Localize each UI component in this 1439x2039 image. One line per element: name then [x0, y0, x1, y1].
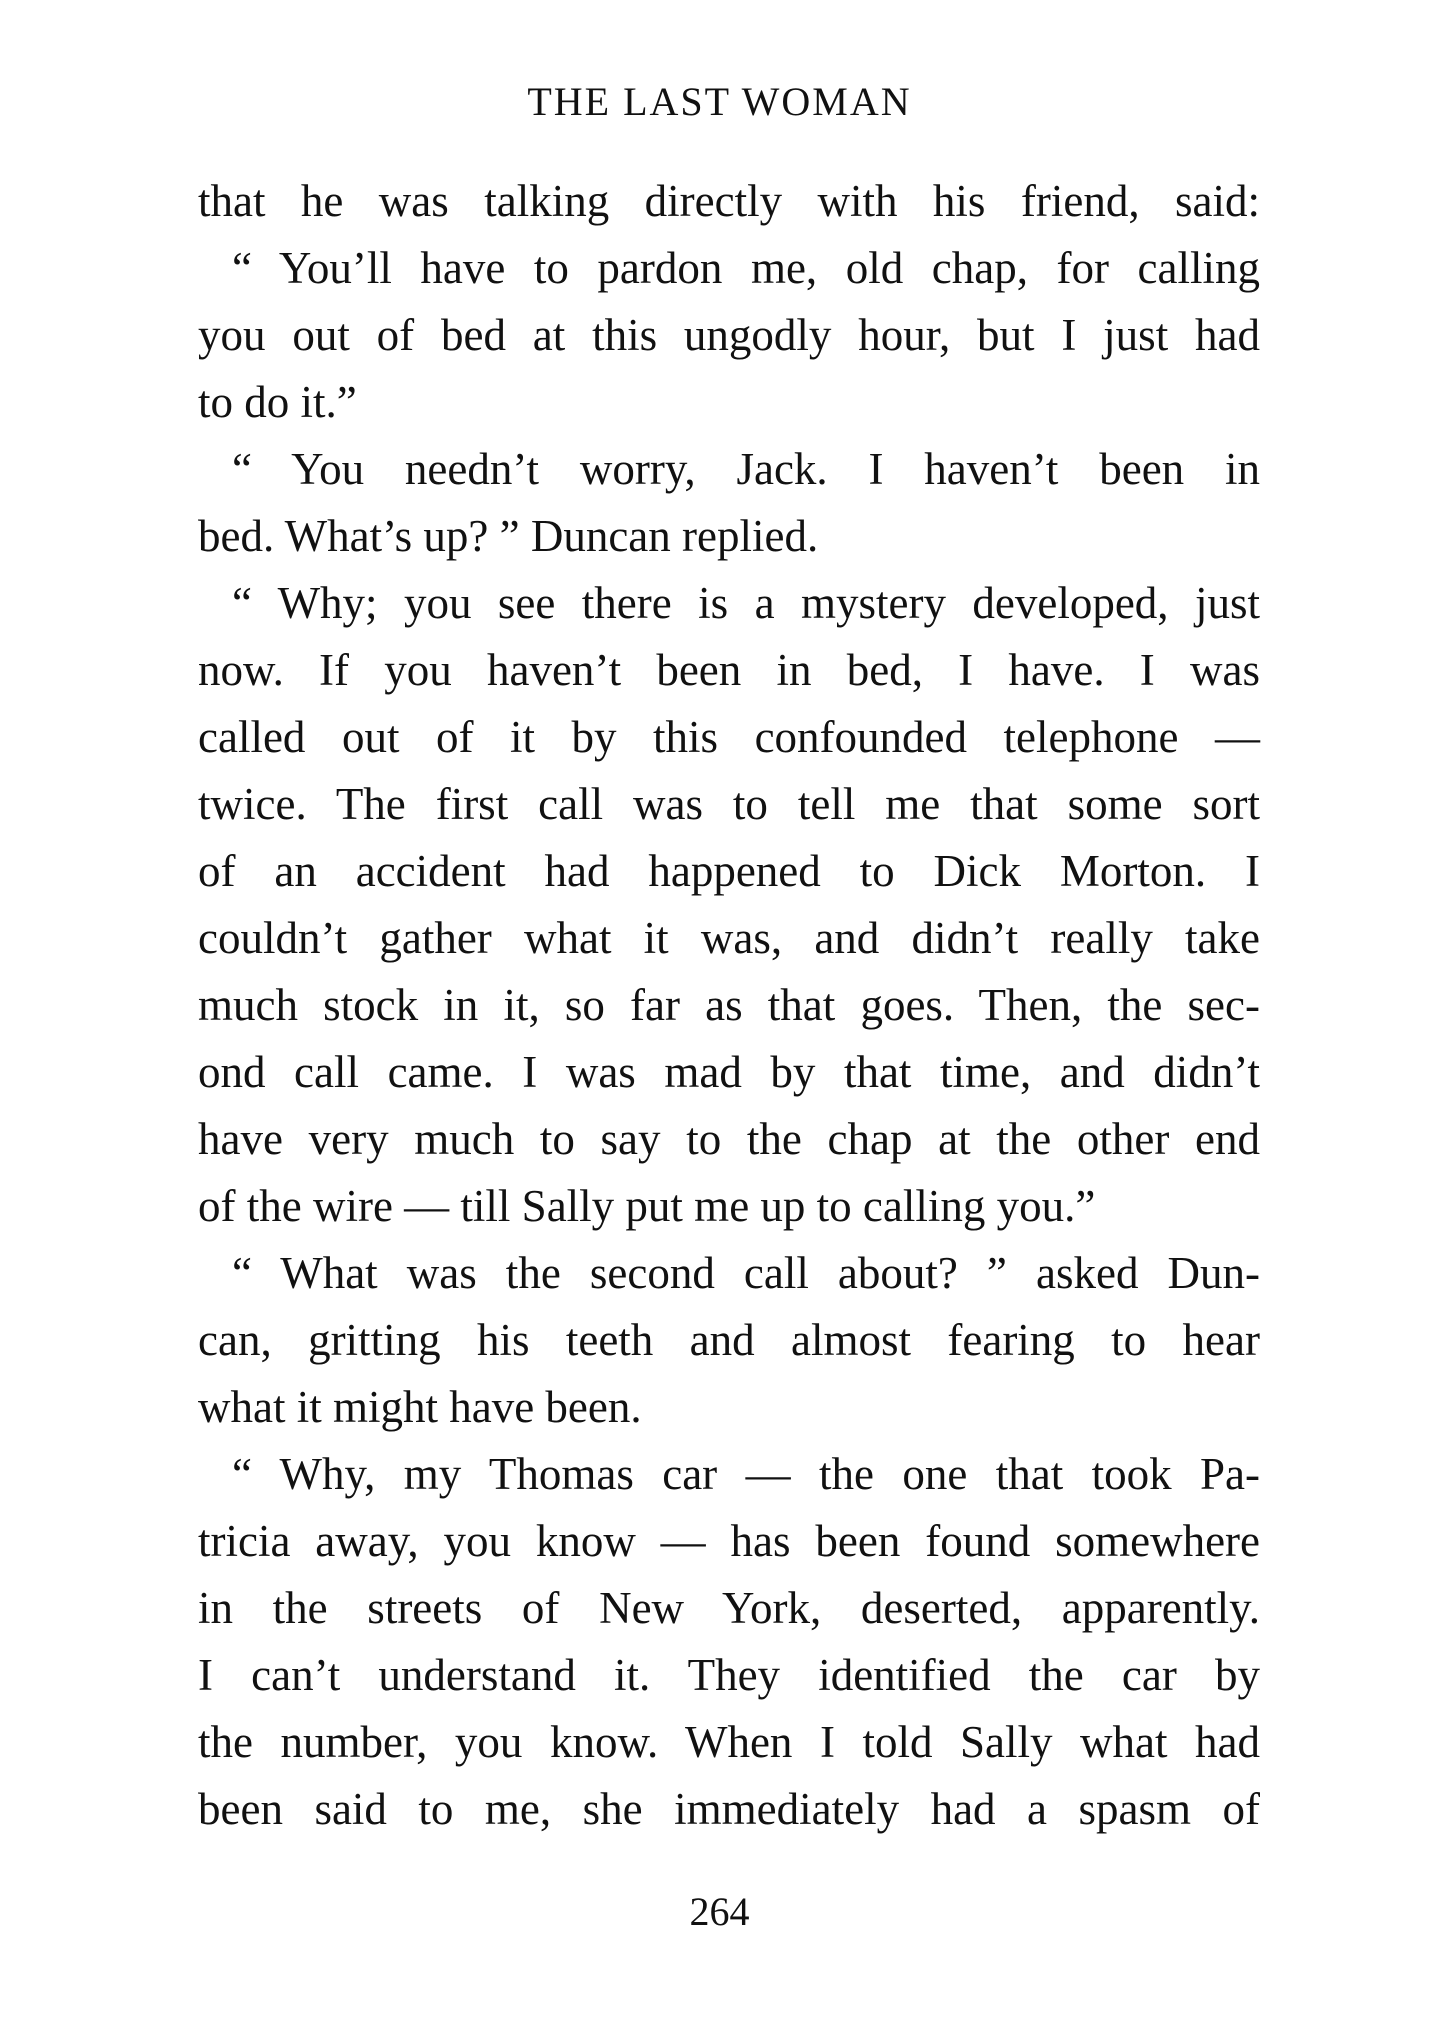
text-line: now. If you haven’t been in bed, I have. I was: [198, 645, 1260, 695]
text-line: I can’t understand it. They identified the car by: [198, 1650, 1260, 1700]
text-line: couldn’t gather what it was, and didn’t really take: [198, 913, 1260, 963]
text-line: you out of bed at this ungodly hour, but I just had: [198, 310, 1260, 360]
text-line: have very much to say to the chap at the other end: [198, 1114, 1260, 1164]
text-line: the number, you know. When I told Sally what had: [198, 1717, 1260, 1767]
text-line: twice. The first call was to tell me that some sort: [198, 779, 1260, 829]
text-line: “ Why, my Thomas car — the one that took Pa-: [232, 1449, 1260, 1499]
text-line: called out of it by this confounded telephone —: [198, 712, 1260, 762]
text-line: what it might have been.: [198, 1382, 642, 1432]
text-line: that he was talking directly with his friend, said:: [198, 176, 1260, 226]
text-line: been said to me, she immediately had a spasm of: [198, 1784, 1260, 1834]
page-number: 264: [689, 1889, 750, 1934]
text-line: ond call came. I was mad by that time, and didn’t: [198, 1047, 1260, 1097]
text-line: “ You’ll have to pardon me, old chap, for calling: [232, 243, 1260, 293]
text-line: bed. What’s up? ” Duncan replied.: [198, 511, 819, 561]
text-line: “ You needn’t worry, Jack. I haven’t been in: [232, 444, 1260, 494]
text-line: of the wire — till Sally put me up to calling you.”: [198, 1181, 1096, 1231]
text-line: to do it.”: [198, 377, 357, 427]
text-line: in the streets of New York, deserted, apparently.: [198, 1583, 1260, 1633]
text-line: “ Why; you see there is a mystery developed, just: [232, 578, 1260, 628]
text-line: much stock in it, so far as that goes. Then, the sec-: [198, 980, 1260, 1030]
text-line: tricia away, you know — has been found somewhere: [198, 1516, 1260, 1566]
text-line: can, gritting his teeth and almost fearing to hear: [198, 1315, 1260, 1365]
text-line: “ What was the second call about? ” asked Dun-: [232, 1248, 1260, 1298]
running-title: THE LAST WOMAN: [527, 79, 912, 124]
text-line: of an accident had happened to Dick Morton. I: [198, 846, 1260, 896]
body-text: [198, 168, 1260, 1843]
